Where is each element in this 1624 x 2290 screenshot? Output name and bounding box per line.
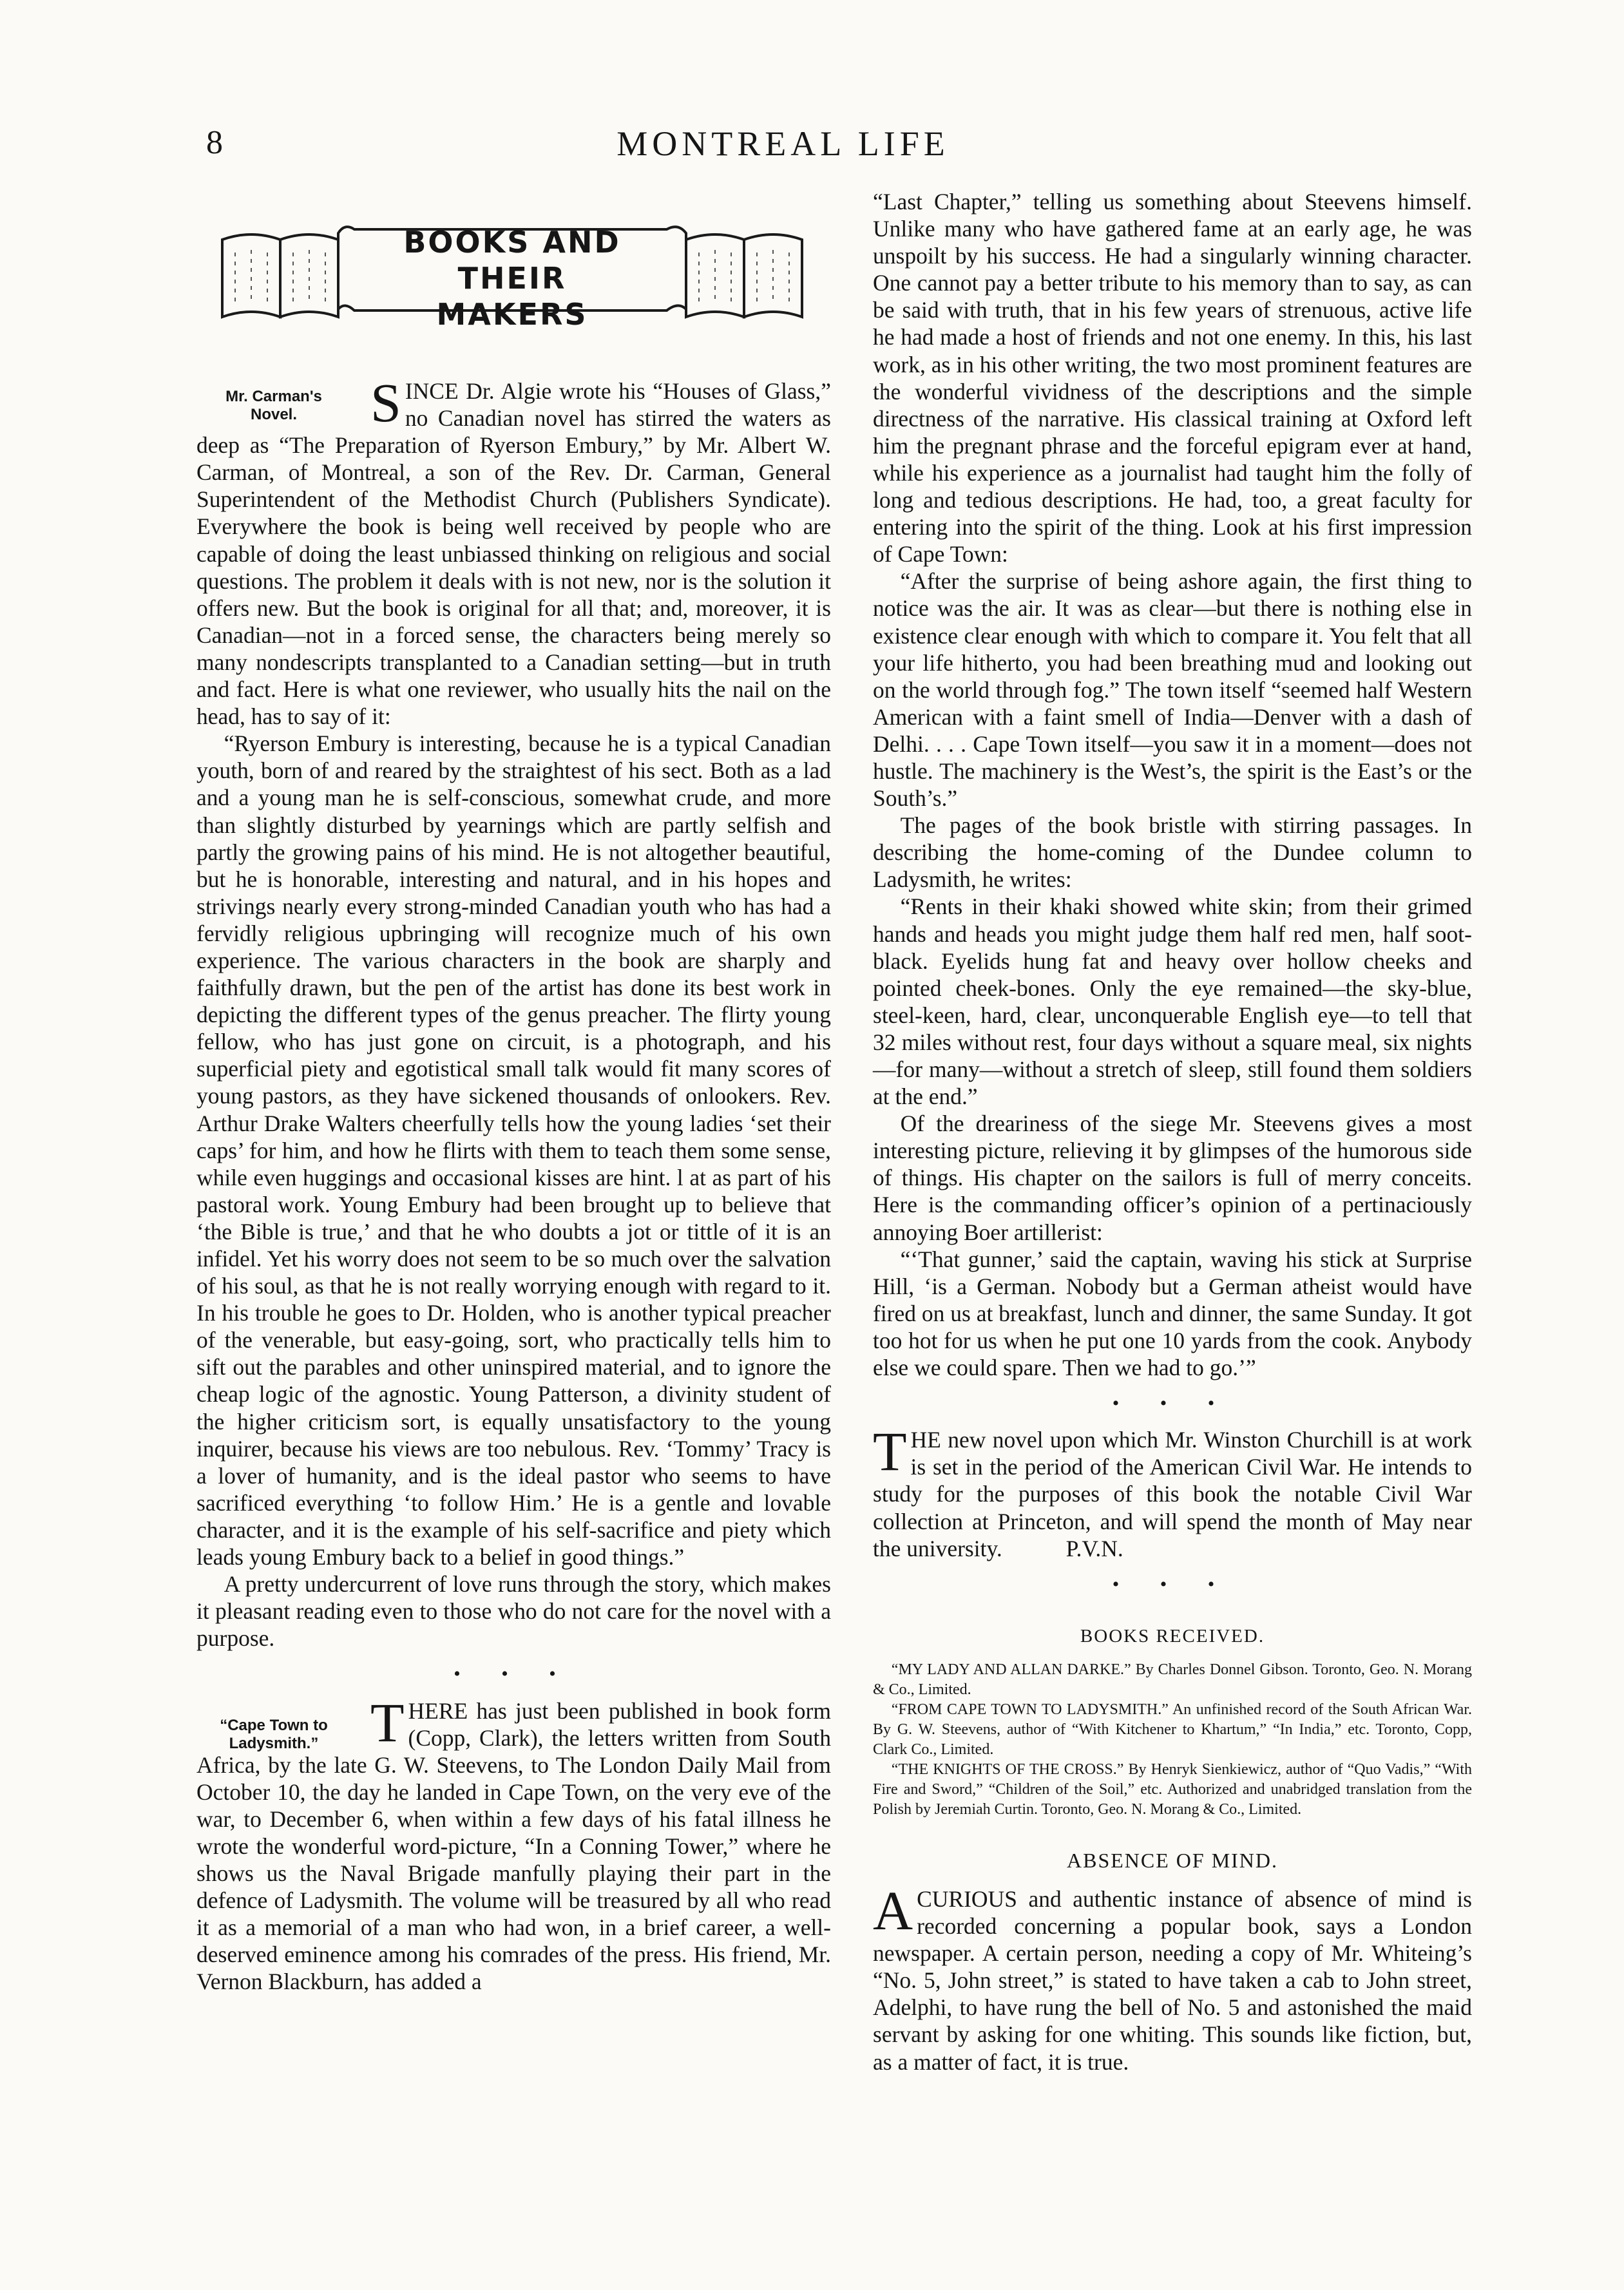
absence-paragraph: [873, 1879, 1472, 2075]
banner-line-1: BOOKS AND THEIR: [403, 225, 621, 296]
cape-paragraph-2: “After the surprise of being ashore again, the first thing to notice was the air. It was as clear—but there is nothing else in existence clear enough with which to compare it. You felt that all your life hitherto, you had been breathing mud and looking out on the world through fog.” The town itself “seemed half Western American with a faint smell of India—Denver with a dash of Delhi. . . . Cape Town itself—you saw it in a moment—does not hustle. The machinery is the West’s, the spirit is the East’s or the South’s.”: [873, 568, 1472, 812]
sidenote-line: Mr. Carman's: [225, 388, 322, 405]
sidenote-line: Novel.: [250, 406, 298, 423]
churchill-paragraph: [873, 1420, 1472, 1561]
sidenote-line: Ladysmith.”: [229, 1734, 319, 1752]
section-banner: [216, 220, 808, 332]
banner-title: [358, 224, 667, 332]
drop-cap: T: [873, 1420, 907, 1483]
cape-paragraph-5: Of the dreariness of the siege Mr. Steevens gives a most interesting picture, relieving it by glimpses of the humorous side of things. His chapter on the sailors is full of merry conceits. Here is the commanding officer’s opinion of a pertinaciously annoying Boer artillerist:: [873, 1111, 1472, 1245]
carman-paragraph-3: A pretty undercurrent of love runs through the story, which makes it pleasant reading even to those who do not care for the novel with a purpose.: [196, 1571, 831, 1652]
cape-town-article: [196, 1691, 832, 1996]
cape-paragraph-4: “Rents in their khaki showed white skin; from their grimed hands and heads you might judge them half red men, half soot-black. Eyelids hung fat and heavy over hollow cheeks and pointed cheek-bones. Only the eye remained—the sky-blue, steel-keen, hard, clear, unconquerable English eye—to tell that 32 miles without rest, four days without a square meal, six nights—for many—without a stretch of sleep, still found them soldiers at the end.”: [873, 893, 1472, 1110]
drop-cap: A: [873, 1879, 913, 1942]
carman-paragraph-2: “Ryerson Embury is interesting, because he is a typical Canadian youth, born of and reared by the straightest of his sect. Both as a lad and a young man he is self-conscious, somewhat crude, and more than slightly disturbed by yearnings which are partly selfish and partly the growing pains of his mind. He is not altogether beautiful, but he is honorable, interesting and natural, and in his hopes and strivings nearly every strong-minded Canadian youth who has had a fervidly religious upbringing will recognize much of his own experience. The various characters in the book are sharply and faithfully drawn, but the pen of the artist has done its best work in depicting the different types of the genus preacher. The flirty young fellow, who has just gone on circuit, is a photograph, and his superficial piety and egotistical small talk would fit many scores of young pastors, as they have sickened thousands of onlookers. Rev. Arthur Drake Walters cheerfully tells how the young ladies ‘set their caps’ for him, and how he flirts with them to teach them some sense, while even huggings and occasional kisses are hint. l at as part of his pastoral work. Young Embury had been brought up to believe that ‘the Bible is true,’ and that he who doubts a jot or tittle of it is an infidel. Yet his worry does not seem to be so much over the salvation of his soul, as that he is not really worrying enough with regard to it. In his trouble he goes to Dr. Holden, who is another typical preacher of the venerable, but easy-going, sort, who practically tells him to sift out the parables and other uninspired material, and to ignore the cheap logic of the agnostic. Young Patterson, a divinity student of the higher criticism sort, is equally unsatisfactory to the young inquirer, because his views are too nebulous. Rev. ‘Tommy’ Tracy is a lover of humanity, and is the ideal pastor who seems to have sacrificed everything ‘to follow Him.’ He is a gentle and lovable character, and it is the example of his self-sacrifice and piety which leads young Embury back to a belief in good things.”: [196, 730, 831, 1570]
drop-cap: T: [370, 1691, 405, 1753]
signature: P.V.N.: [1065, 1535, 1123, 1561]
books-received-item: “FROM CAPE TOWN TO LADYSMITH.” An unfinished record of the South African War. By G. W. Steevens, author of “With Kitchener to Khartum,” “In India,” etc. Toronto, Copp, Clark Co., Limited.: [873, 1701, 1472, 1758]
cape-paragraph-1-continued: “Last Chapter,” telling us something about Steevens himself. Unlike many who have gathered fame at an early age, he was unspoilt by his success. He had a singularly winning character. One cannot pay a better tribute to his memory than to say, as can be said with truth, that in his few years of strenuous, active life he had made a host of friends and not one enemy. In this, his last work, as in his other writing, the two most prominent features are the wonderful vividness of the descriptions and the simple directness of the narrative. His classical training at Oxford left him the pregnant phrase and the forceful epigram ever at hand, while his experience as a journalist had taught him the folly of long and tedious descriptions. He had, too, a great faculty for entering into the spirit of the thing. Look at his first impression of Cape Town:: [873, 189, 1472, 568]
page-number: 8: [206, 124, 223, 161]
section-divider: • • •: [1112, 1393, 1233, 1415]
cape-text-1b: to The London Daily Mail from October 10, the day he landed in Cape Town, on the very eve of the war, to December 6, when within a few days of his fatal illness he wrote the wonderful word-picture, “In a Conning Tower,” where he shows us the Naval Brigade manfully playing their part in the defence of Ladysmith. The volume will be treasured by all who read it as a memorial of a man who had won, in a brief career, a well-deserved eminence among his comrades of the press. His friend, Mr. Vernon Blackburn, has added a: [196, 1751, 832, 1995]
carman-paragraph-1: [196, 372, 831, 730]
books-received-item: “THE KNIGHTS OF THE CROSS.” By Henryk Sienkiewicz, author of “Quo Vadis,” “With Fire and Sword,” “Children of the Soil,” etc. Authorized and unabridged translation from the Polish by Jeremiah Curtin. Toronto, Geo. N. Morang & Co., Limited.: [873, 1760, 1472, 1818]
section-divider: • • •: [454, 1663, 574, 1685]
left-column: [196, 187, 831, 1996]
carman-article: [196, 372, 831, 1652]
books-received-heading: BOOKS RECEIVED.: [1080, 1625, 1265, 1646]
sidenote-line: “Cape Town to: [220, 1716, 328, 1734]
books-received-item: “MY LADY AND ALLAN DARKE.” By Charles Donnel Gibson. Toronto, Geo. N. Morang & Co., Limited.: [873, 1661, 1472, 1698]
absence-text: CURIOUS and authentic instance of absence of mind is recorded concerning a popular book, says a London newspaper. A certain person, needing a copy of Mr. Whiteing’s “No. 5, John street,” is stated to have taken a cab to John street, Adelphi, to have rung the bell of No. 5 and astonished the maid servant by asking for one whiting. This sounds like fiction, but, as a matter of fact, it is true.: [873, 1885, 1472, 2075]
right-column: [873, 188, 1472, 2075]
masthead-title: MONTREAL LIFE: [616, 124, 950, 163]
carman-text-1: INCE Dr. Algie wrote his “Houses of Glass,” no Canadian novel has stirred the waters as deep as “The Preparation of Ryerson Embury,” by Mr. Albert W. Carman, of Montreal, a son of the Rev. Dr. Carman, General Superintendent of the Methodist Church (Publishers Syndicate). Everywhere the book is being well received by people who are capable of doing the least unbiassed thinking on religious and social questions. The problem it deals with is not new, nor is the solution it offers new. But the book is original for all that; and, moreover, it is Canadian—not in a forced sense, the characters being merely so many nondescripts transplanted to a Canadian setting—but in truth and fact. Here is what one reviewer, who usually hits the nail on the head, has to say of it:: [196, 378, 831, 730]
cape-text-1a: HERE has just been published in book form (Copp, Clark), the letters written from South Africa, by the late G. W. Steevens,: [196, 1697, 831, 1778]
carman-sidenote: [196, 388, 351, 424]
cape-town-sidenote: [196, 1717, 351, 1753]
absence-of-mind-heading: ABSENCE OF MIND.: [1066, 1848, 1279, 1872]
churchill-text: HE new novel upon which Mr. Winston Churchill is at work is set in the period of the American Civil War. He intends to study for the purposes of this book the notable Civil War collection at Princeton, and will spend the month of May near the university.: [873, 1427, 1472, 1561]
page-header: [206, 124, 1360, 175]
banner-line-2: MAKERS: [436, 297, 588, 332]
cape-paragraph-6: “‘That gunner,’ said the captain, waving his stick at Surprise Hill, ‘is a German. Nobody but a German atheist would have fired on us at breakfast, lunch and dinner, the same Sunday. It got too hot for us when he put one 10 yards from the cook. Anybody else we could spare. Then we had to go.’”: [873, 1246, 1472, 1381]
section-divider: • • •: [1112, 1573, 1233, 1595]
drop-cap: S: [370, 372, 401, 434]
cape-paragraph-3: The pages of the book bristle with stirring passages. In describing the home-coming of the Dundee column to Ladysmith, he writes:: [873, 812, 1472, 893]
